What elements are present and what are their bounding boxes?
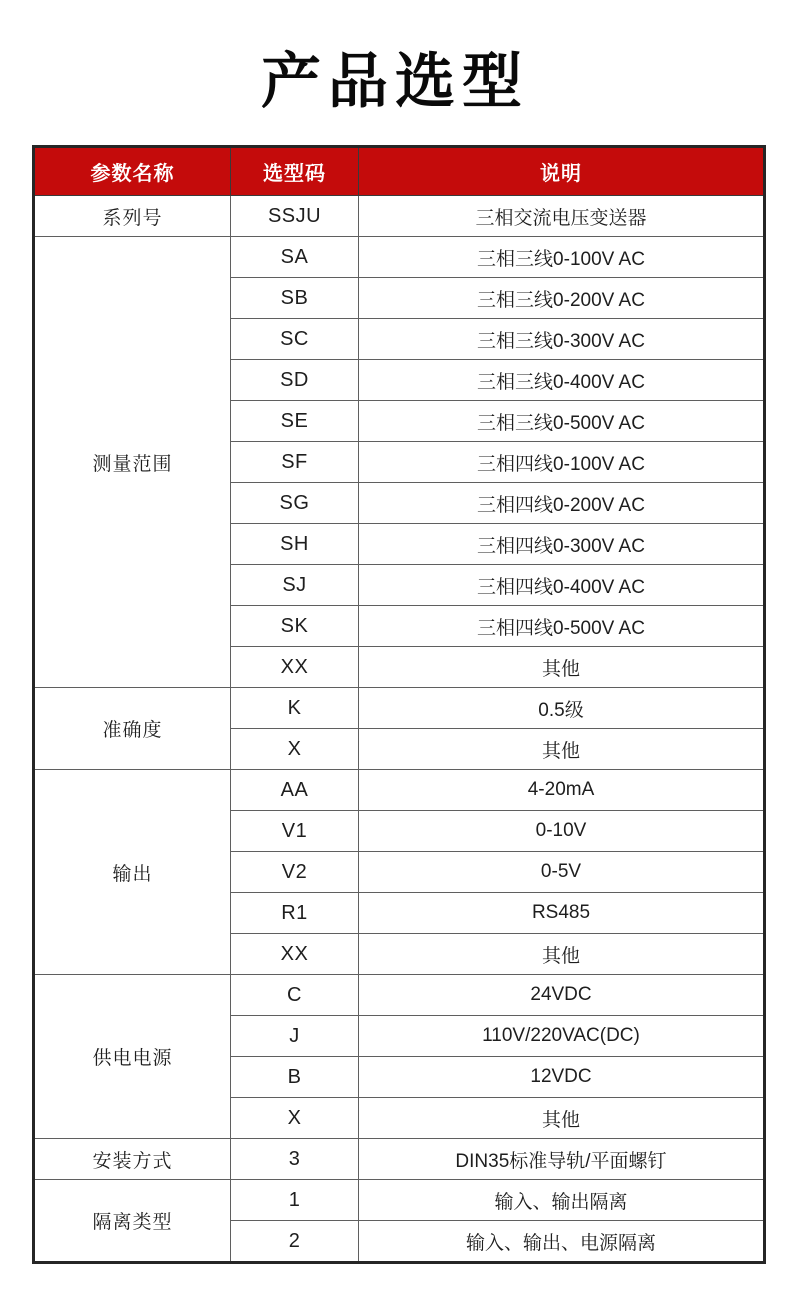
selection-code-cell: 1 <box>231 1180 359 1221</box>
selection-code-cell: SH <box>231 524 359 565</box>
header-cell-param-name: 参数名称 <box>34 147 231 196</box>
description-cell: 三相三线0-500V AC <box>359 401 765 442</box>
table-row <box>34 688 765 729</box>
selection-code-cell: 3 <box>231 1139 359 1180</box>
description-cell: 其他 <box>359 647 765 688</box>
description-cell: RS485 <box>359 893 765 934</box>
selection-table-body <box>34 196 765 1263</box>
selection-code-cell: XX <box>231 934 359 975</box>
param-name-cell: 系列号 <box>34 196 231 237</box>
selection-code-cell: XX <box>231 647 359 688</box>
selection-code-cell: J <box>231 1016 359 1057</box>
param-name-cell: 安装方式 <box>34 1139 231 1180</box>
selection-code-cell: SF <box>231 442 359 483</box>
table-row <box>34 770 765 811</box>
selection-code-cell: R1 <box>231 893 359 934</box>
param-name-cell: 准确度 <box>34 688 231 770</box>
selection-code-cell: SE <box>231 401 359 442</box>
page-title: 产品选型 <box>261 48 529 115</box>
table-header <box>34 147 765 196</box>
product-selection-table <box>32 145 766 1264</box>
description-cell: 三相交流电压变送器 <box>359 196 765 237</box>
selection-code-cell: X <box>231 1098 359 1139</box>
selection-code-cell: SG <box>231 483 359 524</box>
header-cell-selection-code: 选型码 <box>231 147 359 196</box>
selection-code-cell: SJ <box>231 565 359 606</box>
param-name-cell: 隔离类型 <box>34 1180 231 1263</box>
description-cell: 110V/220VAC(DC) <box>359 1016 765 1057</box>
selection-code-cell: V2 <box>231 852 359 893</box>
param-name-cell: 测量范围 <box>34 237 231 688</box>
selection-code-cell: SC <box>231 319 359 360</box>
description-cell: DIN35标准导轨/平面螺钉 <box>359 1139 765 1180</box>
description-cell: 三相四线0-500V AC <box>359 606 765 647</box>
selection-code-cell: K <box>231 688 359 729</box>
description-cell: 输入、输出隔离 <box>359 1180 765 1221</box>
table-row <box>34 1139 765 1180</box>
description-cell: 其他 <box>359 1098 765 1139</box>
description-cell: 其他 <box>359 934 765 975</box>
description-cell: 12VDC <box>359 1057 765 1098</box>
description-cell: 24VDC <box>359 975 765 1016</box>
description-cell: 三相三线0-100V AC <box>359 237 765 278</box>
header-cell-description: 说明 <box>359 147 765 196</box>
table-row <box>34 1180 765 1221</box>
description-cell: 三相四线0-400V AC <box>359 565 765 606</box>
selection-code-cell: X <box>231 729 359 770</box>
table-header-row <box>34 147 765 196</box>
selection-code-cell: B <box>231 1057 359 1098</box>
selection-code-cell: SB <box>231 278 359 319</box>
selection-code-cell: SD <box>231 360 359 401</box>
selection-code-cell: 2 <box>231 1221 359 1263</box>
description-cell: 4-20mA <box>359 770 765 811</box>
selection-code-cell: AA <box>231 770 359 811</box>
table-row <box>34 237 765 278</box>
description-cell: 0.5级 <box>359 688 765 729</box>
description-cell: 其他 <box>359 729 765 770</box>
description-cell: 三相三线0-200V AC <box>359 278 765 319</box>
param-name-cell: 输出 <box>34 770 231 975</box>
description-cell: 0-10V <box>359 811 765 852</box>
description-cell: 三相四线0-200V AC <box>359 483 765 524</box>
description-cell: 三相三线0-400V AC <box>359 360 765 401</box>
selection-code-cell: SK <box>231 606 359 647</box>
description-cell: 三相三线0-300V AC <box>359 319 765 360</box>
param-name-cell: 供电电源 <box>34 975 231 1139</box>
table-row <box>34 975 765 1016</box>
description-cell: 三相四线0-300V AC <box>359 524 765 565</box>
selection-code-cell: SA <box>231 237 359 278</box>
description-cell: 0-5V <box>359 852 765 893</box>
description-cell: 三相四线0-100V AC <box>359 442 765 483</box>
selection-code-cell: SSJU <box>231 196 359 237</box>
table-row <box>34 196 765 237</box>
selection-code-cell: C <box>231 975 359 1016</box>
selection-code-cell: V1 <box>231 811 359 852</box>
description-cell: 输入、输出、电源隔离 <box>359 1221 765 1263</box>
